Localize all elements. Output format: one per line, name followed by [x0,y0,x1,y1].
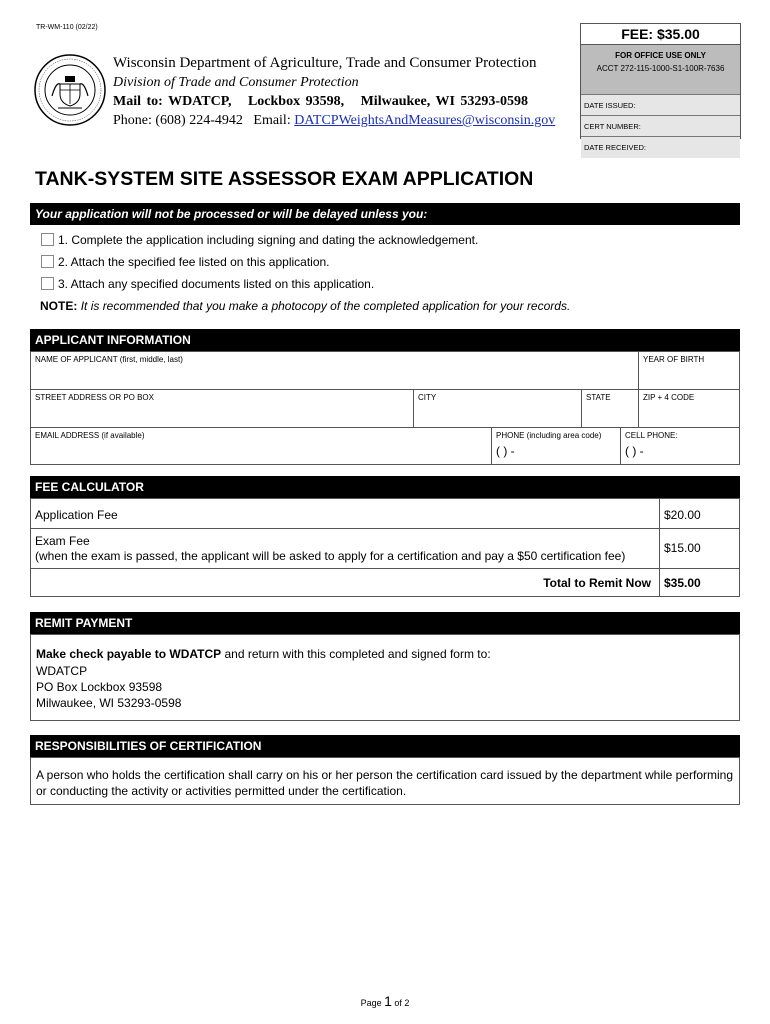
exam-fee-amount: $15.00 [660,529,739,569]
applicant-name-field[interactable] [31,352,639,390]
responsibilities-text: A person who holds the certification shall carry on his or her person the certification card issued by the department while performing or conducting the activity or activities permitted under the certification. [36,768,734,798]
cell-phone-format: ( ) - [625,444,644,458]
applicant-name-label: NAME OF APPLICANT (first, middle, last) [35,355,183,364]
responsibilities-bar: RESPONSIBILITIES OF CERTIFICATION [30,735,740,757]
remit-payment-box [30,634,740,721]
checklist-item-3: 3. Attach any specified documents listed on this application. [58,277,375,291]
mail-to-label: Mail to: WDATCP, [113,94,232,109]
page-number: 1 [384,993,392,1009]
street-address-field[interactable] [31,390,414,428]
phone-text: Phone: (608) 224-4942 [113,113,243,128]
total-amount: $35.00 [664,576,701,590]
office-use-label: FOR OFFICE USE ONLY [615,51,706,60]
note-label: NOTE: [40,299,78,313]
exam-fee-cell [31,529,660,569]
checklist-checkbox-3[interactable] [41,277,54,290]
email-address-field[interactable] [31,428,492,464]
applicant-info-table [30,351,740,465]
mail-to-city: Milwaukee, WI 53293-0598 [360,94,529,109]
remit-address-line-2: PO Box Lockbox 93598 [36,680,163,694]
cert-number-field: CERT NUMBER: [581,116,740,137]
note-text [40,299,570,313]
fee-calculator-table [30,498,740,597]
state-label: STATE [586,393,611,402]
phone-label: PHONE (including area code) [496,431,602,440]
email-label: Email: [253,113,291,128]
agency-name: Wisconsin Department of Agriculture, Trade and Consumer Protection [113,55,537,71]
fee-calculator-bar: FEE CALCULATOR [30,476,740,498]
state-seal-icon [34,54,106,126]
birth-year-label: YEAR OF BIRTH [643,355,705,364]
agency-block [113,54,555,130]
exam-fee-note: (when the exam is passed, the applicant will be asked to apply for a certification and pay a $50 certification fee) [35,549,626,563]
remit-instruction-rest: and return with this completed and signed form to: [221,647,491,661]
date-issued-field: DATE ISSUED: [581,95,740,116]
city-label: CITY [418,393,437,402]
checklist-item-2: 2. Attach the specified fee listed on this application. [58,255,330,269]
zip-code-label: ZIP + 4 CODE [643,393,695,402]
email-address-label: EMAIL ADDRESS (if available) [35,431,145,440]
instructions-bar: Your application will not be processed or will be delayed unless you: [30,203,740,225]
applicant-info-bar: APPLICANT INFORMATION [30,329,740,351]
office-use-header [581,45,740,95]
birth-year-field[interactable] [639,352,739,390]
mailing-address [113,92,555,111]
checklist-checkbox-1[interactable] [41,233,54,246]
remit-instruction [36,646,734,662]
mail-to-lockbox: Lockbox 93598, [247,94,345,109]
form-number-text: TR-WM-110 [36,24,74,31]
date-received-field: DATE RECEIVED: [581,137,740,158]
page-label: Page [360,998,382,1008]
remit-address-line-3: Milwaukee, WI 53293-0598 [36,696,182,710]
cell-phone-field[interactable] [621,428,739,464]
application-fee-amount: $20.00 [660,499,739,529]
form-number [36,24,98,31]
total-label: Total to Remit Now [31,569,660,596]
page-total: of 2 [394,998,410,1008]
city-field[interactable] [414,390,582,428]
page-title: TANK-SYSTEM SITE ASSESSOR EXAM APPLICATION [35,168,534,190]
remit-address-line-1: WDATCP [36,664,88,678]
form-date: (02/22) [75,24,98,31]
phone-format: ( ) - [496,444,515,458]
note-body: It is recommended that you make a photocopy of the completed application for your records. [80,299,571,313]
zip-code-field[interactable] [639,390,739,428]
checklist-item-1: 1. Complete the application including signing and dating the acknowledgement. [58,233,479,247]
street-address-label: STREET ADDRESS OR PO BOX [35,393,154,402]
page-footer [0,993,770,1009]
fee-heading: FEE: $35.00 [581,24,740,45]
checklist-checkbox-2[interactable] [41,255,54,268]
exam-fee-label: Exam Fee [35,534,90,548]
remit-payment-bar: REMIT PAYMENT [30,612,740,634]
office-use-box [580,23,741,152]
responsibilities-box [30,757,740,805]
email-link[interactable]: DATCPWeightsAndMeasures@wisconsin.gov [294,113,556,128]
application-fee-label: Application Fee [31,499,660,529]
contact-line [113,111,555,130]
cell-phone-label: CELL PHONE: [625,431,678,440]
division-name: Division of Trade and Consumer Protection [113,75,359,90]
phone-field[interactable] [492,428,621,464]
state-field[interactable] [582,390,639,428]
remit-payee: Make check payable to WDATCP [36,647,222,661]
acct-number: ACCT 272-115-1000-S1-100R-7636 [596,64,725,73]
